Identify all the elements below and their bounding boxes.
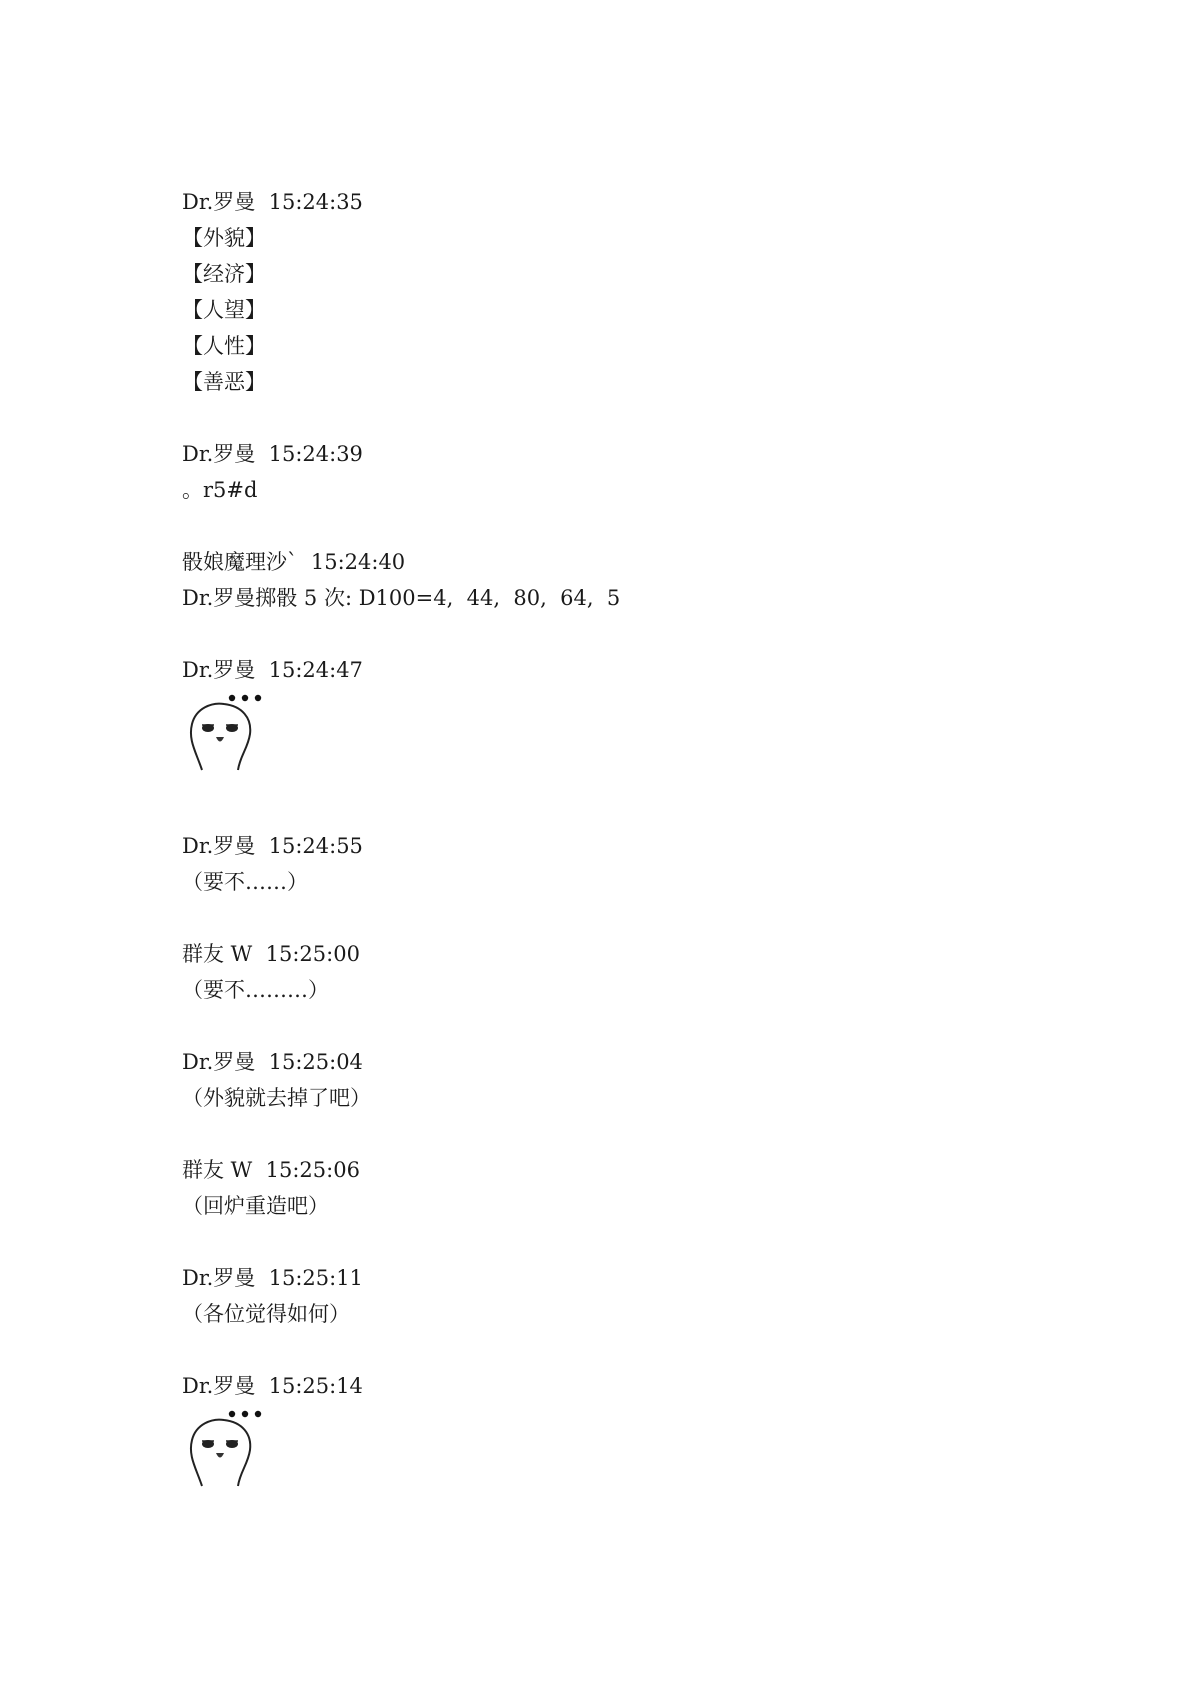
message-header: Dr.罗曼 15:25:11	[182, 1266, 363, 1290]
message-header: Dr.罗曼 15:24:35	[182, 190, 363, 214]
message-line: Dr.罗曼掷骰 5 次: D100=4, 44, 80, 64, 5	[182, 586, 621, 610]
message-block	[182, 936, 1082, 1008]
message-line: 。r5#d	[182, 478, 258, 502]
message-line: 【外貌】	[182, 226, 266, 250]
message-block	[182, 652, 1082, 772]
message-header: Dr.罗曼 15:24:55	[182, 834, 363, 858]
message-line: 【经济】	[182, 262, 266, 286]
message-line: （回炉重造吧）	[182, 1194, 329, 1218]
message-header: Dr.罗曼 15:24:47	[182, 658, 363, 682]
message-header: Dr.罗曼 15:25:14	[182, 1374, 363, 1398]
message-header: Dr.罗曼 15:24:39	[182, 442, 363, 466]
message-block	[182, 544, 1082, 616]
message-block	[182, 1368, 1082, 1488]
message-line: 【人性】	[182, 334, 266, 358]
message-block	[182, 436, 1082, 508]
message-line: （要不……）	[182, 870, 308, 894]
message-header: Dr.罗曼 15:25:04	[182, 1050, 363, 1074]
message-block	[182, 1152, 1082, 1224]
blob-face-ellipsis-sticker	[182, 692, 272, 772]
message-line: （各位觉得如何）	[182, 1302, 350, 1326]
message-header: 群友 W 15:25:00	[182, 942, 360, 966]
message-block	[182, 1044, 1082, 1116]
message-block	[182, 828, 1082, 900]
message-line: （要不………）	[182, 978, 329, 1002]
message-header: 群友 W 15:25:06	[182, 1158, 360, 1182]
message-block	[182, 1260, 1082, 1332]
blob-face-ellipsis-sticker	[182, 1408, 272, 1488]
message-header: 骰娘魔理沙` 15:24:40	[182, 550, 406, 574]
chat-log	[182, 184, 1082, 1544]
message-line: 【善恶】	[182, 370, 266, 394]
message-block	[182, 184, 1082, 400]
message-line: 【人望】	[182, 298, 266, 322]
message-line: （外貌就去掉了吧）	[182, 1086, 371, 1110]
